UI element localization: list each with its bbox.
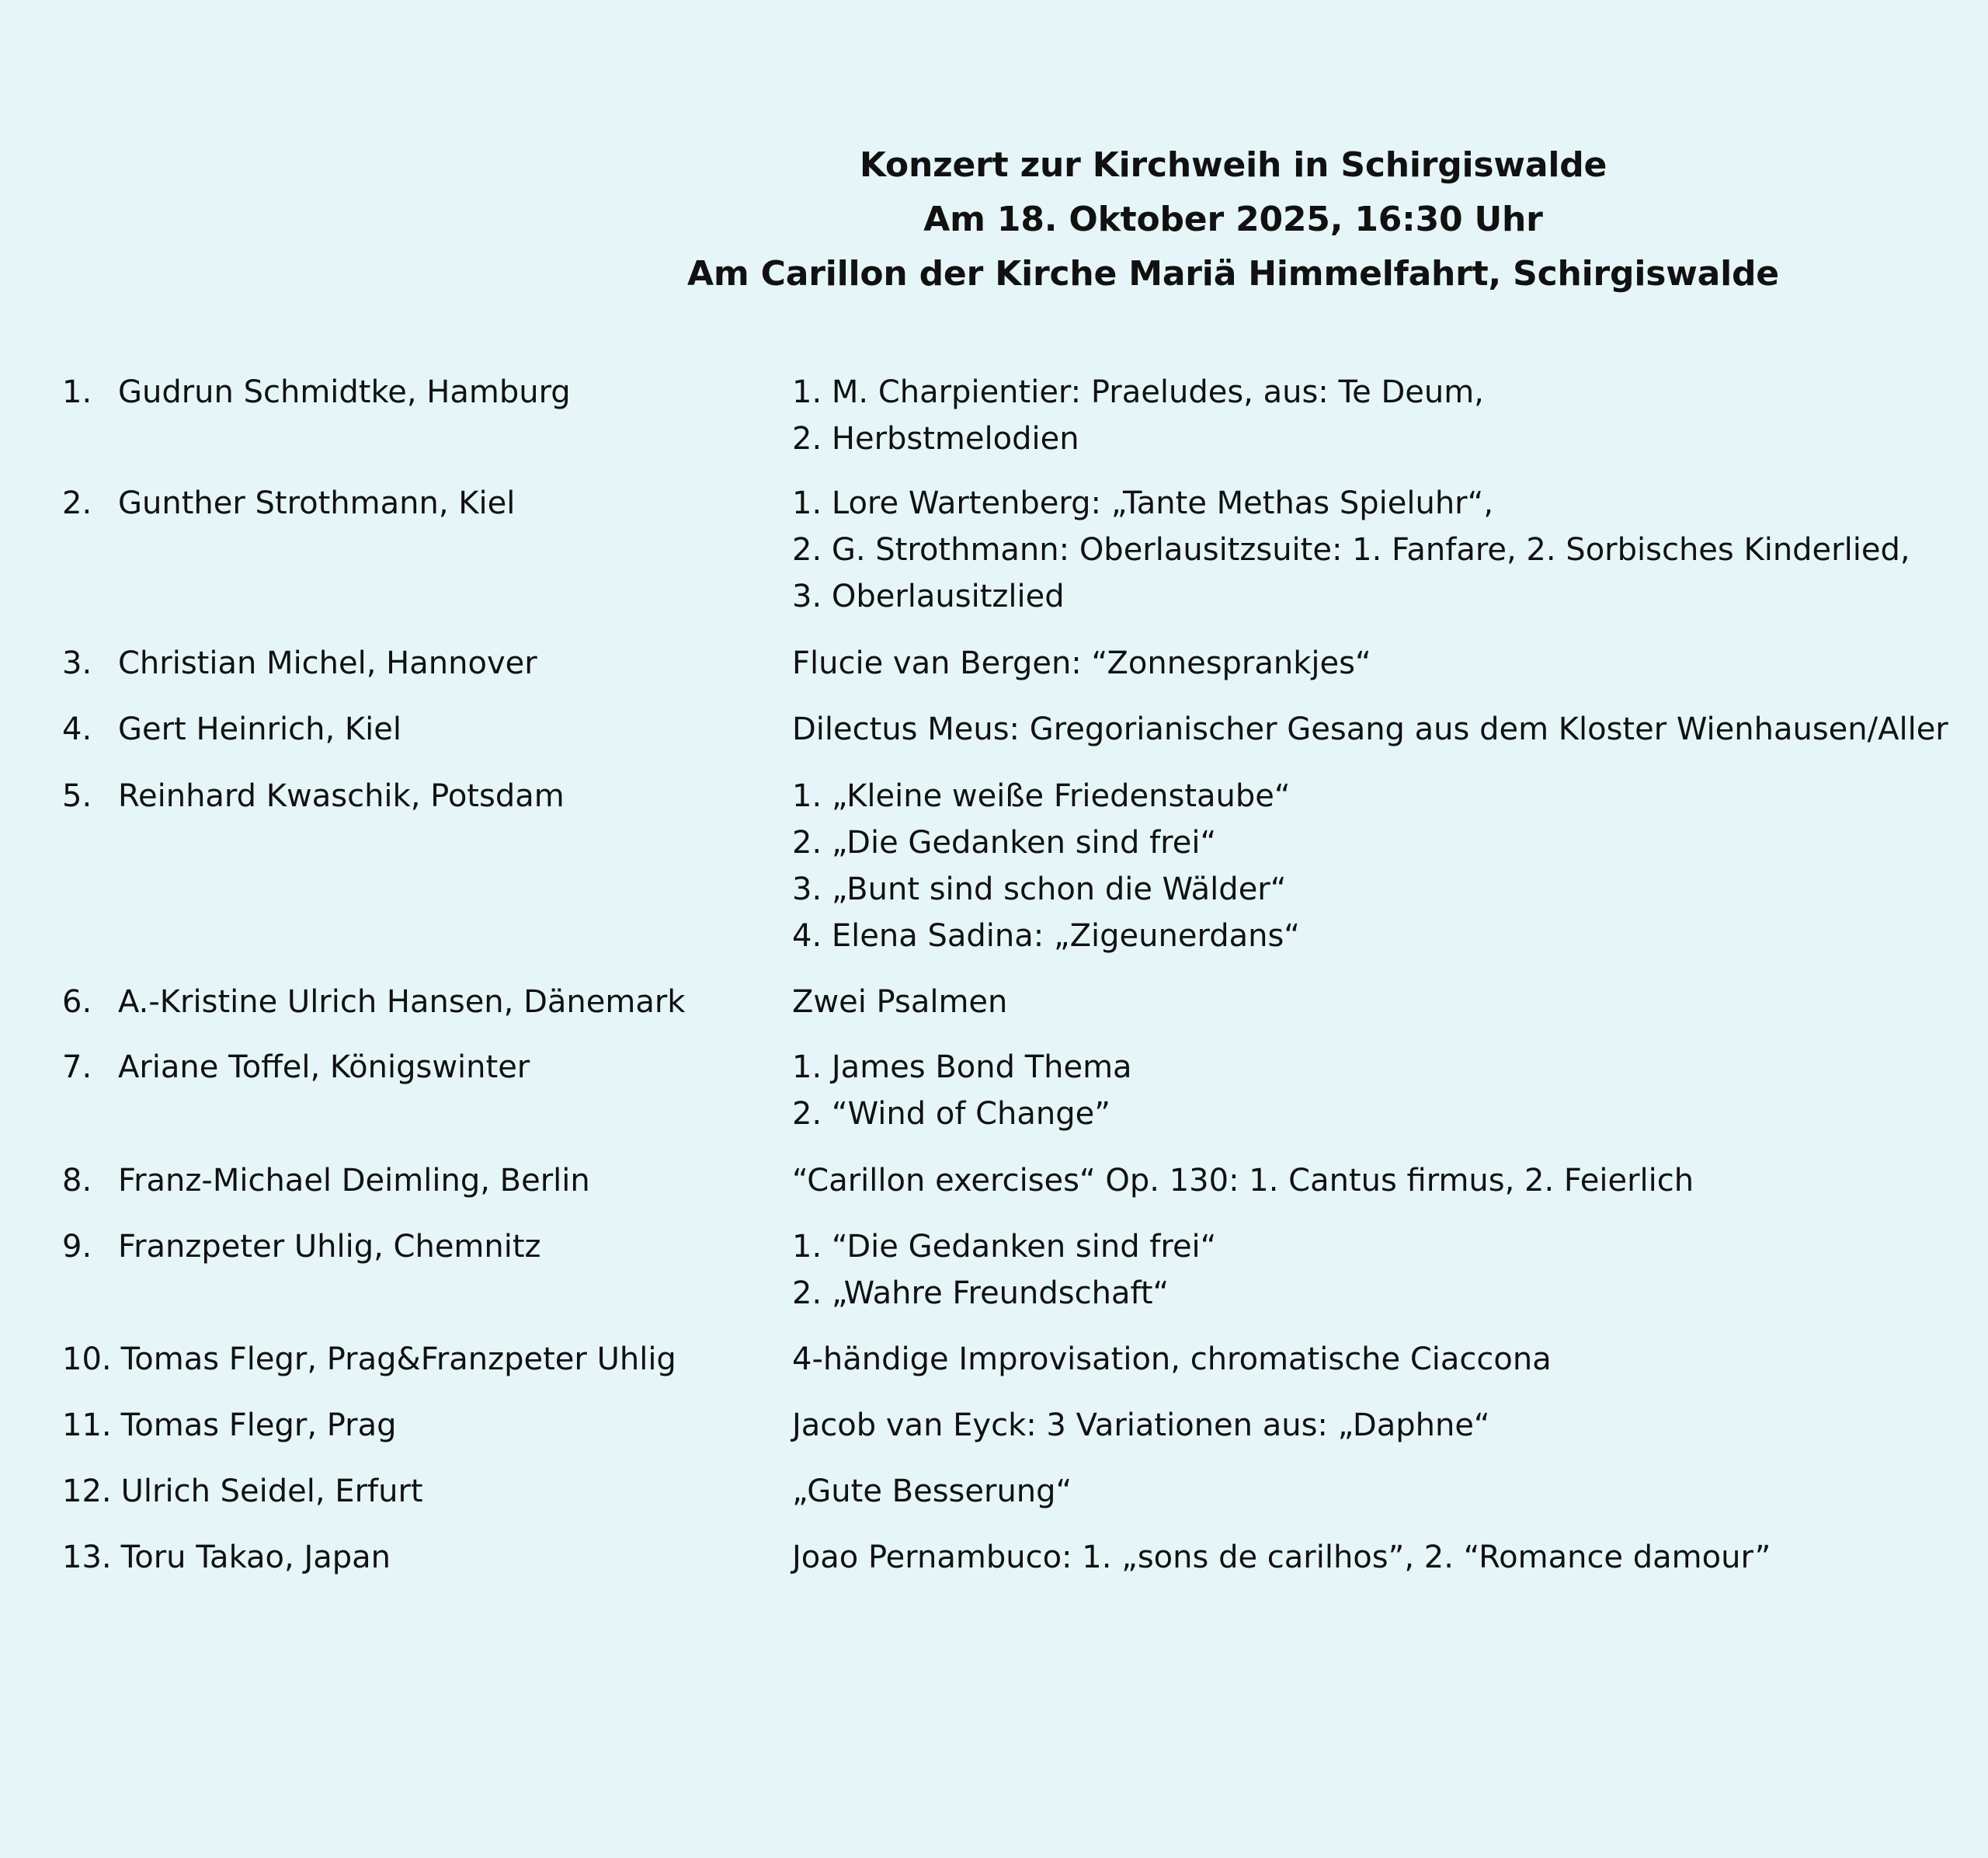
header-venue: Am Carillon der Kirche Mariä Himmelfahrt, Schirgiswalde xyxy=(687,254,1779,294)
works-list xyxy=(792,979,1007,1025)
performer-name: Ariane Toffel, Königswinter xyxy=(118,1049,530,1085)
work-item: 1. „Kleine weiße Friedenstaube“ xyxy=(792,778,1291,814)
works-list xyxy=(792,640,1371,687)
work-item: 4. Elena Sadina: „Zigeunerdans“ xyxy=(792,918,1301,954)
work-item: 4-händige Improvisation, chromatische Ciaccona xyxy=(792,1341,1552,1377)
works-list xyxy=(792,1044,1132,1137)
entry-number: 13. xyxy=(62,1540,112,1575)
work-item: Flucie van Bergen: “Zonnesprankjes“ xyxy=(792,645,1371,681)
performer-name: A.-Kristine Ulrich Hansen, Dänemark xyxy=(118,984,686,1020)
works-list xyxy=(792,706,1948,753)
entry-number: 6. xyxy=(62,984,92,1020)
entry-number: 2. xyxy=(62,485,92,521)
works-list xyxy=(792,1336,1552,1383)
performer-name: Toru Takao, Japan xyxy=(120,1540,391,1575)
performer-name: Reinhard Kwaschik, Potsdam xyxy=(118,778,565,814)
work-item: 3. „Bunt sind schon die Wälder“ xyxy=(792,872,1287,907)
performer-name: Ulrich Seidel, Erfurt xyxy=(120,1474,423,1509)
entry-number: 4. xyxy=(62,712,92,747)
performer-name: Franzpeter Uhlig, Chemnitz xyxy=(118,1229,541,1265)
work-item: “Carillon exercises“ Op. 130: 1. Cantus firmus, 2. Feierlich xyxy=(792,1163,1694,1199)
work-item: 1. “Die Gedanken sind frei“ xyxy=(792,1229,1217,1265)
entry-number: 5. xyxy=(62,778,92,814)
entry-number: 7. xyxy=(62,1049,92,1085)
work-item: 1. Lore Wartenberg: „Tante Methas Spieluhr“, xyxy=(792,485,1494,521)
work-item: 2. „Die Gedanken sind frei“ xyxy=(792,825,1217,861)
works-list xyxy=(792,480,1910,620)
work-item: 2. Herbstmelodien xyxy=(792,421,1079,457)
entry-number: 10. xyxy=(62,1341,112,1377)
work-item: 2. G. Strothmann: Oberlausitzsuite: 1. Fanfare, 2. Sorbisches Kinderlied, xyxy=(792,532,1910,568)
work-item: Jacob van Eyck: 3 Variationen aus: „Daphne“ xyxy=(792,1407,1490,1443)
entry-number: 8. xyxy=(62,1163,92,1199)
entry-number: 9. xyxy=(62,1229,92,1265)
performer-name: Gert Heinrich, Kiel xyxy=(118,712,401,747)
work-item: 2. “Wind of Change” xyxy=(792,1096,1110,1132)
works-list xyxy=(792,1534,1771,1581)
works-list xyxy=(792,1402,1490,1449)
works-list xyxy=(792,1223,1216,1317)
entry-number: 3. xyxy=(62,645,92,681)
works-list xyxy=(792,773,1300,959)
work-item: „Gute Besserung“ xyxy=(792,1474,1072,1509)
work-item: 1. James Bond Thema xyxy=(792,1049,1132,1085)
performer-name: Gudrun Schmidtke, Hamburg xyxy=(118,374,571,410)
work-item: 1. M. Charpientier: Praeludes, aus: Te Deum, xyxy=(792,374,1484,410)
performer-name: Tomas Flegr, Prag xyxy=(120,1407,397,1443)
work-item: 2. „Wahre Freundschaft“ xyxy=(792,1275,1170,1311)
work-item: 3. Oberlausitzlied xyxy=(792,579,1065,614)
works-list xyxy=(792,369,1484,462)
header-title: Konzert zur Kirchweih in Schirgiswalde xyxy=(859,145,1607,185)
performer-name: Franz-Michael Deimling, Berlin xyxy=(118,1163,590,1199)
concert-header xyxy=(0,138,1988,301)
entry-number: 1. xyxy=(62,374,92,410)
work-item: Joao Pernambuco: 1. „sons de carilhos”, 2. “Romance damour” xyxy=(792,1540,1771,1575)
performer-name: Gunther Strothmann, Kiel xyxy=(118,485,516,521)
header-date: Am 18. Oktober 2025, 16:30 Uhr xyxy=(923,200,1543,239)
works-list xyxy=(792,1157,1694,1204)
work-item: Zwei Psalmen xyxy=(792,984,1008,1020)
performer-name: Christian Michel, Hannover xyxy=(118,645,537,681)
performer-name: Tomas Flegr, Prag&Franzpeter Uhlig xyxy=(120,1341,676,1377)
works-list xyxy=(792,1468,1072,1515)
work-item: Dilectus Meus: Gregorianischer Gesang aus dem Kloster Wienhausen/Aller xyxy=(792,712,1948,747)
entry-number: 12. xyxy=(62,1474,112,1509)
entry-number: 11. xyxy=(62,1407,112,1443)
